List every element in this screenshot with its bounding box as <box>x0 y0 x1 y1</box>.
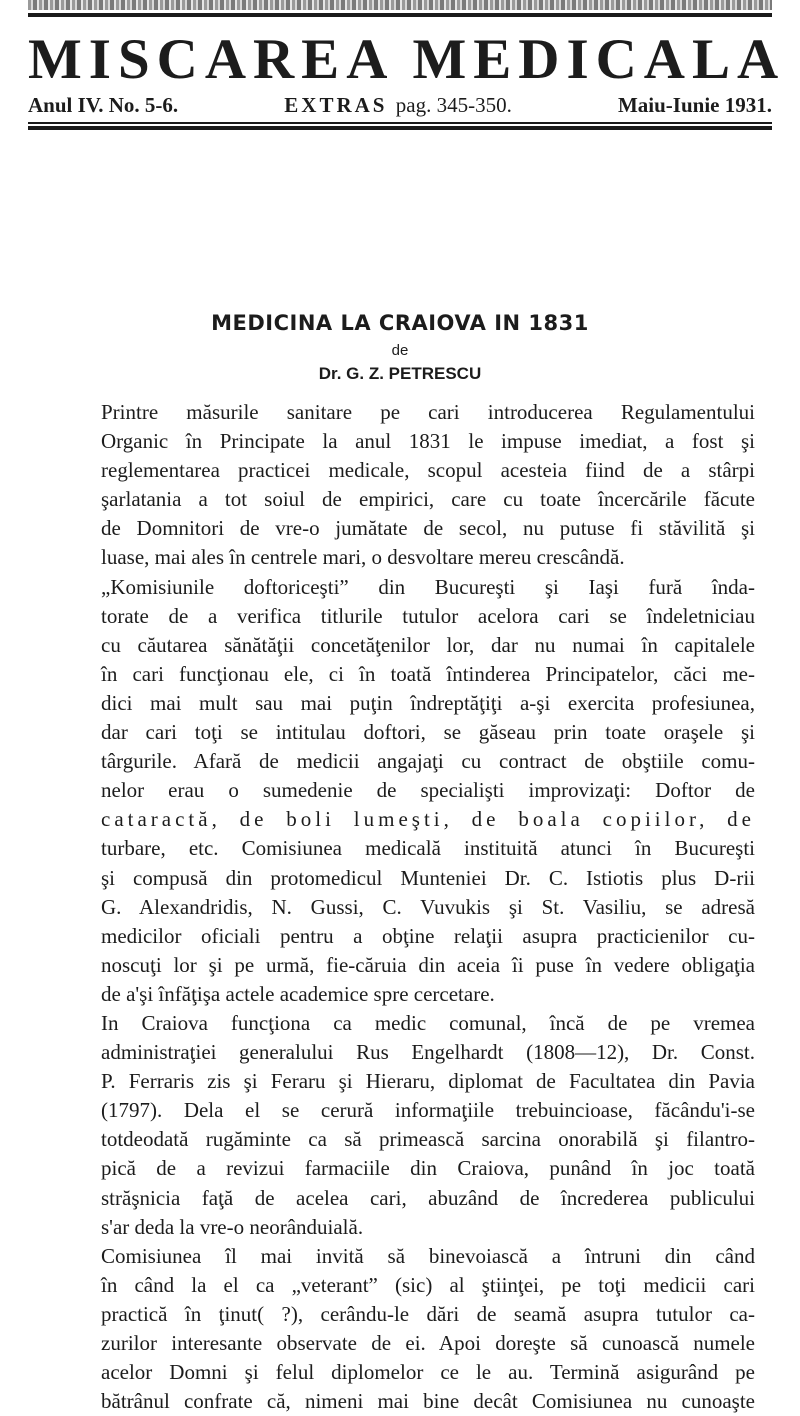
extras-label: EXTRAS <box>284 92 388 117</box>
text-line: „Komisiunile doftoriceşti” din Bucureşti şi Iaşi fură înda- <box>101 574 755 599</box>
page-range: pag. 345-350. <box>395 92 512 117</box>
text-line: totdeodată rugăminte ca să primească sarcina onorabilă şi filantro- <box>101 1127 755 1152</box>
paragraph-4 <box>62 1242 755 1416</box>
text-line: s'ar deda la vre-o neorânduială. <box>101 1214 364 1239</box>
text-line: nelor erau o sumedenie de specialişti improvizaţi: Doftor de <box>101 778 755 803</box>
byline-prefix: de <box>391 342 409 359</box>
article-title: MEDICINA LA CRAIOVA IN 1831 <box>211 311 589 335</box>
header-rule-thin <box>28 122 772 124</box>
text-line: practică în ţinut( ?), cerându-le dări de seamă asupra tutulor ca- <box>101 1301 755 1326</box>
text-line: pică de a revizui farmaciile din Craiova, punând în joc toată <box>101 1156 755 1181</box>
text-line: Organic în Principate la anul 1831 le impuse imediat, a fost şi <box>101 429 755 454</box>
issue-number: Anul IV. No. 5-6. <box>28 92 179 117</box>
text-line: şarlatania a tot soiul de empirici, care cu toate încercările făcute <box>101 487 755 512</box>
text-line: luase, mai ales în centrele mari, o desvoltare mereu crescândă. <box>101 545 625 570</box>
paragraph-1 <box>62 398 755 573</box>
text-line: dici mai mult sau mai puţin îndreptăţiţi a-şi exercita profesiunea, <box>101 690 755 715</box>
text-line: de Domnitori de vre-o jumătate de secol, nu putuse fi stăvilită şi <box>101 516 755 541</box>
article-body <box>62 398 755 1416</box>
extract-pages <box>284 93 512 118</box>
text-line: G. Alexandridis, N. Gussi, C. Vuvukis şi St. Vasiliu, se adresă <box>101 894 755 919</box>
text-line: în cari funcţionau ele, ci în toată întinderea Principatelor, căci me- <box>101 661 755 686</box>
text-line: P. Ferraris zis şi Feraru şi Hieraru, diplomat de Facultatea din Pavia <box>101 1069 755 1094</box>
text-line: medicilor oficiali pentru a obţine relaţii asupra practicienilor cu- <box>101 923 755 948</box>
text-line: reglementarea practicei medicale, scopul acesteia fiind de a stârpi <box>101 458 755 483</box>
text-line: Printre măsurile sanitare pe cari introducerea Regulamentului <box>101 400 755 424</box>
header-rule <box>28 13 772 17</box>
text-line: administraţiei generalului Rus Engelhardt (1808—12), Dr. Const. <box>101 1040 755 1065</box>
text-line: zurilor interesante observate de ei. Apoi doreşte să cunoască numele <box>101 1331 755 1355</box>
text-line: bătrânul confrate că, nimeni mai bine decât Comisiunea nu cunoaşte <box>101 1389 755 1414</box>
text-line: turbare, etc. Comisiunea medicală instituită atunci în Bucureşti <box>101 836 755 861</box>
header-rule-thick <box>28 126 772 130</box>
text-line: Comisiunea îl mai invită să binevoiască a întruni din când <box>101 1243 755 1268</box>
article-author: Dr. G. Z. PETRESCU <box>318 364 482 383</box>
issue-date: Maiu-Iunie 1931. <box>617 92 772 117</box>
text-line: străşnicia faţă de acelea cari, abuzând de încrederea publicului <box>101 1185 755 1210</box>
decorative-top-border <box>28 0 772 10</box>
text-line: cu căutarea sănătăţii concetăţenilor lor, dar nu numai în capitalele <box>101 632 755 657</box>
text-line: şi compusă din protomedicul Munteniei Dr. C. Istiotis plus D-rii <box>101 865 755 890</box>
text-line: torate de a verifica titlurile tutulor acelora cari se îndeletniciau <box>101 603 755 628</box>
text-line: târgurile. Afară de medicii angajaţi cu contract de obştiile comu- <box>101 749 755 774</box>
text-line: cataractă, de boli lumeşti, de boala copiilor, de <box>101 807 755 832</box>
text-line: noscuţi lor şi pe urmă, fie-căruia din aceia îi puse în vedere obligaţia <box>101 952 755 977</box>
text-line: (1797). Dela el se cerură informaţiile trebuincioase, făcându'i-se <box>101 1098 755 1123</box>
paragraph-3 <box>62 1009 755 1242</box>
text-line: In Craiova funcţiona ca medic comunal, încă de pe vremea <box>101 1010 755 1035</box>
issue-info-line <box>28 90 772 120</box>
text-line: dar cari toţi se intitulau doftori, se găseau prin toate oraşele şi <box>101 720 755 745</box>
text-line: de a'şi înfăţişa actele academice spre cercetare. <box>101 981 495 1006</box>
paragraph-2 <box>62 573 755 1009</box>
text-line: acelor Domni şi felul diplomelor ce le au. Termină asigurând pe <box>101 1360 755 1385</box>
journal-masthead: MISCAREA MEDICALA <box>28 28 786 91</box>
text-line: în când la el ca „veterant” (sic) al ştiinţei, pe toţi medicii cari <box>101 1272 755 1297</box>
